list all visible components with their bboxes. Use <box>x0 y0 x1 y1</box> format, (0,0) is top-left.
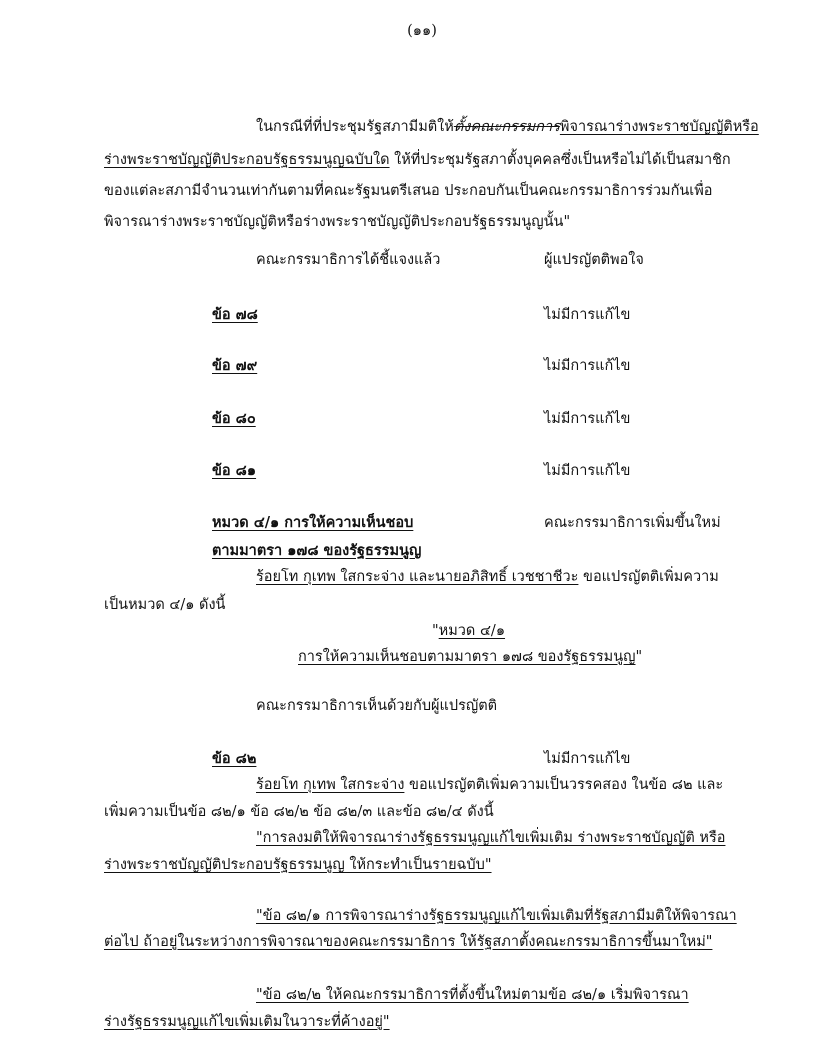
para1-line3: ของแต่ละสภามีจำนวนเท่ากันตามที่คณะรัฐมนตรีเสนอ ประกอบกันเป็นคณะกรรมาธิการร่วมกันเพื่อ <box>104 183 713 199</box>
section82-request-rest: ขอแปรญัตติเพิ่มความเป็นวรรคสอง ในข้อ ๘๒ และ <box>404 777 724 793</box>
section-status: ไม่มีการแก้ไข <box>544 411 631 427</box>
para1-line2-underlined: ร่างพระราชบัญญัติประกอบรัฐธรรมนูญฉบับใด <box>104 152 390 168</box>
section82-label: ข้อ ๘๒ <box>212 750 257 767</box>
chapter-request-line1 <box>256 568 719 586</box>
section82-request-line2: เพิ่มความเป็นข้อ ๘๒/๑ ข้อ ๘๒/๒ ข้อ ๘๒/๓ และข้อ ๘๒/๔ ดังนี้ <box>104 804 494 820</box>
section82-status: ไม่มีการแก้ไข <box>544 751 631 767</box>
chapter-quote-heading: หมวด ๔/๑ <box>438 623 506 639</box>
section-status: ไม่มีการแก้ไข <box>544 463 631 479</box>
section-label: ข้อ ๗๙ <box>212 357 258 374</box>
section-label: ข้อ ๗๘ <box>212 306 258 323</box>
chapter-title-line2: ตามมาตรา ๑๗๘ ของรัฐธรรมนูญ <box>212 542 422 559</box>
quote3-line1: "ข้อ ๘๒/๒ ให้คณะกรรมาธิการที่ตั้งขึ้นใหม่ตามข้อ ๘๒/๑ เริ่มพิจารณา <box>256 987 689 1003</box>
chapter-quote-line1 <box>432 622 505 640</box>
chapter-title-line1: หมวด ๔/๑ การให้ความเห็นชอบ <box>212 514 414 531</box>
chapter-request-rest: ขอแปรญัตติเพิ่มความ <box>578 569 719 585</box>
quote1-line2: ร่างพระราชบัญญัติประกอบรัฐธรรมนูญ ให้กระทำเป็นรายฉบับ" <box>104 857 492 873</box>
section-label: ข้อ ๘๑ <box>212 462 257 479</box>
section82-request-line1 <box>256 776 723 794</box>
chapter-quote-line2 <box>298 648 642 666</box>
para1-line1 <box>256 118 759 136</box>
quote2-line2: ต่อไป ถ้าอยู่ในระหว่างการพิจารณาของคณะกรรมาธิการ ให้รัฐสภาตั้งคณะกรรมาธิการขึ้นมาใหม่" <box>104 934 713 950</box>
chapter-quote-subheading: การให้ความเห็นชอบตามมาตรา ๑๗๘ ของรัฐธรรมนูญ <box>298 649 636 665</box>
chapter-proposer: ร้อยโท กุเทพ ใสกระจ่าง และนายอภิสิทธิ์ เวชชาชีวะ <box>256 569 579 585</box>
explained-left: คณะกรรมาธิการได้ชี้แจงแล้ว <box>256 252 441 268</box>
para1-line1-prefix: ในกรณีที่ที่ประชุมรัฐสภามีมติให้ <box>256 119 454 135</box>
explained-right: ผู้แปรญัตติพอใจ <box>544 252 644 268</box>
para1-line2 <box>104 151 731 169</box>
quote1-line1: "การลงมติให้พิจารณาร่างรัฐธรรมนูญแก้ไขเพิ่มเติม ร่างพระราชบัญญัติ หรือ <box>256 830 726 846</box>
quote2-line1: "ข้อ ๘๒/๑ การพิจารณาร่างรัฐธรรมนูญแก้ไขเพิ่มเติมที่รัฐสภามีมติให้พิจารณา <box>256 908 737 924</box>
quote3-line2: ร่างรัฐธรรมนูญแก้ไขเพิ่มเติมในวาระที่ค้างอยู่" <box>104 1014 390 1030</box>
section-status: ไม่มีการแก้ไข <box>544 307 631 323</box>
quote-mark: " <box>432 623 439 639</box>
chapter-status: คณะกรรมาธิการเพิ่มขึ้นใหม่ <box>544 515 721 531</box>
para1-line1-underlined: พิจารณาร่างพระราชบัญญัติหรือ <box>559 119 759 135</box>
chapter-agree: คณะกรรมาธิการเห็นด้วยกับผู้แปรญัตติ <box>256 698 498 714</box>
quote-mark: " <box>635 649 643 665</box>
page-number: (๑๑) <box>407 23 437 39</box>
para1-line2-rest: ให้ที่ประชุมรัฐสภาตั้งบุคคลซึ่งเป็นหรือไม่ได้เป็นสมาชิก <box>394 152 731 168</box>
para1-line1-struck: ตั้งคณะกรรมการ <box>453 119 560 135</box>
section-status: ไม่มีการแก้ไข <box>544 358 631 374</box>
chapter-request-line2: เป็นหมวด ๔/๑ ดังนี้ <box>104 597 226 613</box>
para1-line4: พิจารณาร่างพระราชบัญญัติหรือร่างพระราชบัญญัติประกอบรัฐธรรมนูญนั้น" <box>104 214 571 230</box>
section-label: ข้อ ๘๐ <box>212 410 256 427</box>
section82-proposer: ร้อยโท กุเทพ ใสกระจ่าง <box>256 777 405 793</box>
